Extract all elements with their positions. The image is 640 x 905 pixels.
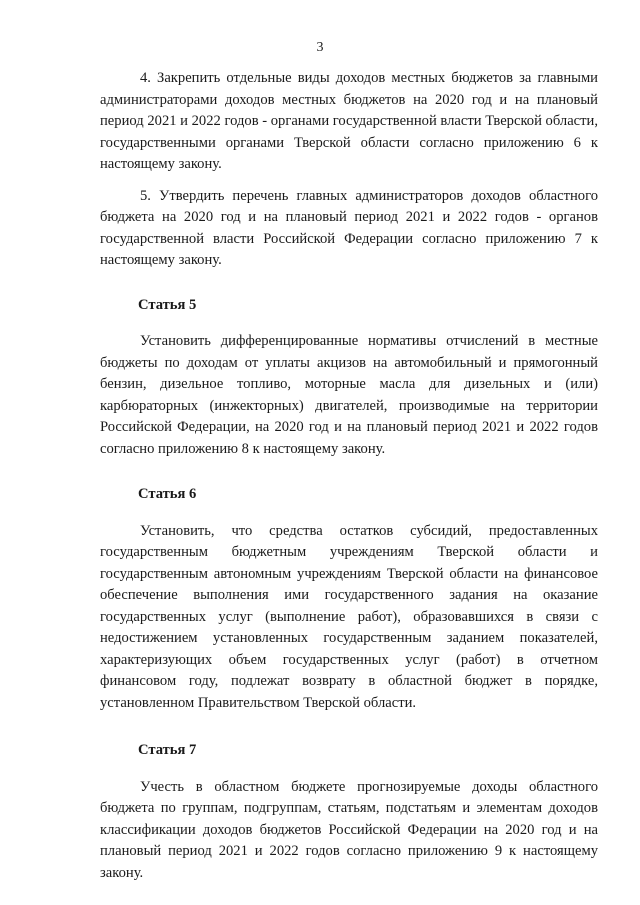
article-6-paragraph: Установить, что средства остатков субсидий, предоставленных государственным бюджетным учреждениям Тверской области и государственным автономным учреждениям Тверской области на финансовое обеспечение выполнения ими государственного задания на оказание государственных услуг (выполнение работ), образовавшихся в связи с недостижением установленных государственным заданием показателей, характеризующих объем государственных услуг (работ) в отчетном финансовом году, подлежат возврату в областной бюджет в порядке, установленном Правительством Тверской области. [100, 522, 598, 711]
article-5-heading: Статья 5 [138, 296, 197, 313]
clause-5-paragraph: 5. Утвердить перечень главных администраторов доходов областного бюджета на 2020 год и на плановый период 2021 и 2022 годов - органов государственной власти Российской Федерации согласно приложению 7 к настоящему закону. [100, 187, 598, 268]
article-7-paragraph: Учесть в областном бюджете прогнозируемые доходы областного бюджета по группам, подгруппам, статьям, подстатьям и элементам доходов классификации доходов бюджетов Российской Федерации на 2020 год и на плановый период 2021 и 2022 годов согласно приложению 9 к настоящему закону. [100, 778, 598, 881]
article-6-heading: Статья 6 [138, 486, 197, 502]
clause-4-paragraph: 4. Закрепить отдельные виды доходов местных бюджетов за главными администраторами доходов местных бюджетов на 2020 год и на плановый период 2021 и 2022 годов - органами государственной власти Тверской области, государственными органами Тверской области согласно приложению 6 к настоящему закону. [100, 70, 598, 172]
article-7-heading: Статья 7 [138, 742, 197, 758]
document-body [100, 68, 598, 884]
article-5-paragraph: Установить дифференцированные нормативы отчислений в местные бюджеты по доходам от уплаты акцизов на автомобильный и прямогонный бензин, дизельное топливо, моторные масла для дизельных и (или) карбюраторных (инжекторных) двигателей, производимые на территории Российской Федерации, на 2020 год и на плановый период 2021 и 2022 годов согласно приложению 8 к настоящему закону. [100, 333, 598, 457]
page-number: 3 [316, 40, 324, 55]
